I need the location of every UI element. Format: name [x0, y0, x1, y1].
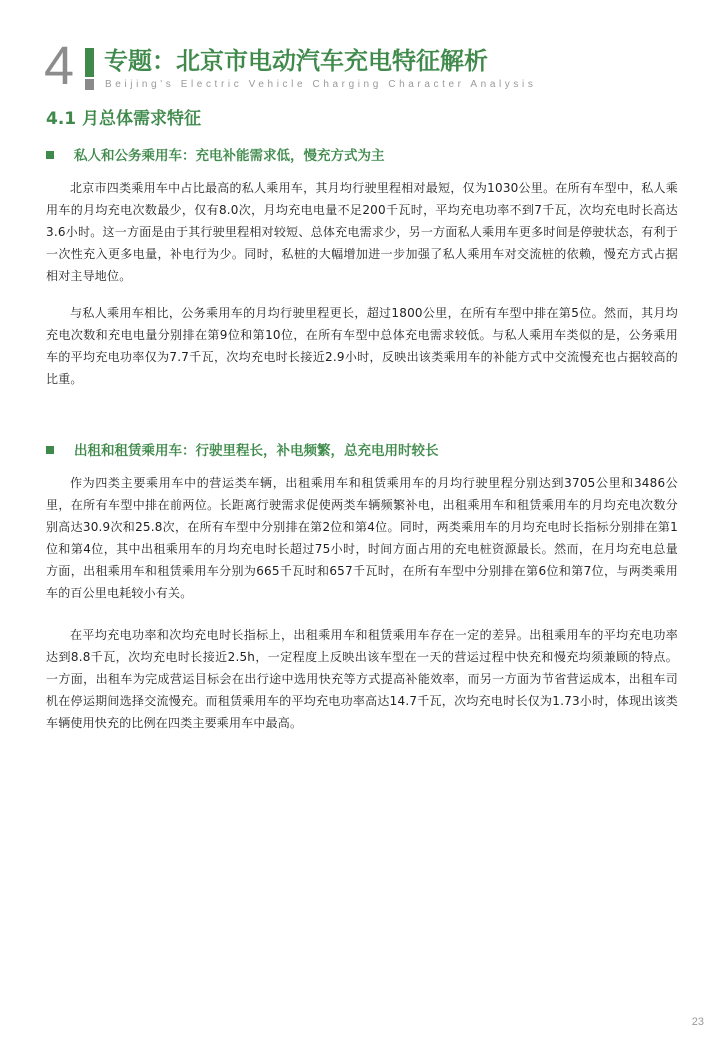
square-bullet-icon [46, 446, 54, 454]
paragraph: 北京市四类乘用车中占比最高的私人乘用车，其月均行驶里程相对最短，仅为1030公里。在所有车型中，私人乘用车的月均充电次数最少，仅有8.0次，月均充电电量不足200千瓦时，平均充电功率不到7千瓦，次均充电时长高达3.6小时。这一方面是由于其行驶里程相对较短、总体充电需求少，另一方面私人乘用车更多时间是停驶状态，有利于一次性充入更多电量，补电行为少。同时，私桩的大幅增加进一步加强了私人乘用车对交流桩的依赖，慢充方式占据相对主导地位。 [46, 181, 678, 283]
subsection-heading-taxi-rental [46, 441, 439, 461]
chapter-subtitle: Beijing's Electric Vehicle Charging Character Analysis [105, 79, 537, 90]
paragraph: 作为四类主要乘用车中的营运类车辆，出租乘用车和租赁乘用车的月均行驶里程分别达到3705公里和3486公里，在所有车型中排在前两位。长距离行驶需求促使两类车辆频繁补电，出租乘用车和租赁乘用车的月均充电次数分别高达30.9次和25.8次，在所有车型中分别排在第2位和第4位。同时，两类乘用车的月均充电时长指标分别排在第1位和第4位，其中出租乘用车的月均充电时长超过75小时，时间方面占用的充电桩资源最长。然而，在月均充电总量方面，出租乘用车和租赁乘用车分别为665千瓦时和657千瓦时，在所有车型中分别排在第6位和第7位，与两类乘用车的百公里电耗较小有关。 [46, 476, 678, 600]
chapter-bar-gray [85, 79, 94, 90]
section-heading: 4.1 月总体需求特征 [46, 109, 202, 129]
chapter-header [44, 36, 684, 96]
page-number: 23 [691, 1016, 704, 1028]
chapter-number: 4 [44, 36, 75, 96]
subsection-heading-private-official [46, 146, 385, 166]
chapter-bar-green [85, 48, 94, 77]
paragraph: 与私人乘用车相比，公务乘用车的月均行驶里程更长，超过1800公里，在所有车型中排在第5位。然而，其月均充电次数和充电电量分别排在第9位和第10位，在所有车型中总体充电需求较低。与私人乘用车类似的是，公务乘用车的平均充电功率仅为7.7千瓦，次均充电时长接近2.9小时，反映出该类乘用车的补能方式中交流慢充也占据较高的比重。 [46, 306, 678, 386]
paragraph: 在平均充电功率和次均充电时长指标上，出租乘用车和租赁乘用车存在一定的差异。出租乘用车的平均充电功率达到8.8千瓦，次均充电时长接近2.5h，一定程度上反映出该车型在一天的营运过程中快充和慢充均须兼顾的特点。一方面，出租车为完成营运目标会在出行途中选用快充等方式提高补能效率，而另一方面为节省营运成本，出租车司机在停运期间选择交流慢充。而租赁乘用车的平均充电功率高达14.7千瓦，次均充电时长仅为1.73小时，体现出该类车辆使用快充的比例在四类主要乘用车中最高。 [46, 628, 678, 730]
chapter-bar-icon [85, 48, 94, 90]
subsection-heading-text: 私人和公务乘用车：充电补能需求低，慢充方式为主 [74, 148, 385, 164]
square-bullet-icon [46, 151, 54, 159]
subsection-heading-text: 出租和租赁乘用车：行驶里程长，补电频繁，总充电用时较长 [74, 443, 439, 459]
chapter-title: 专题：北京市电动汽车充电特征解析 [104, 47, 488, 75]
